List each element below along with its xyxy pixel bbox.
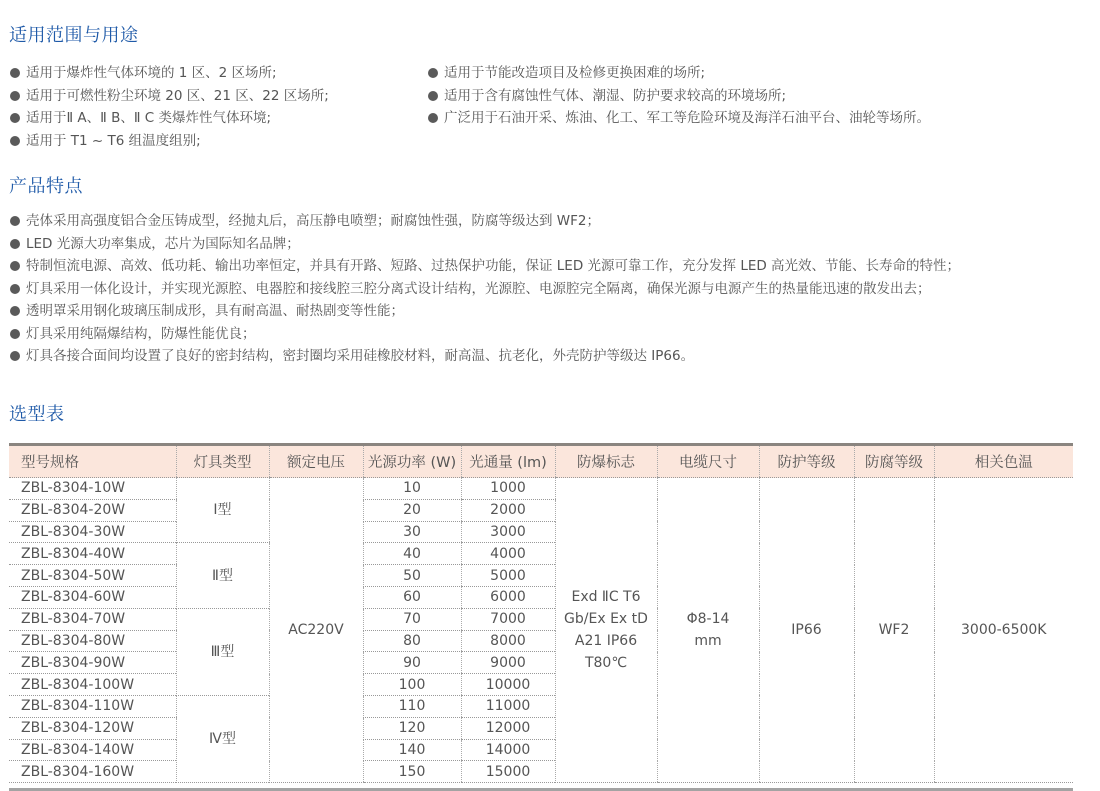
- type-cell: Ⅰ型: [176, 478, 269, 543]
- power-cell: 70: [363, 608, 461, 630]
- model-cell: ZBL-8304-90W: [9, 652, 176, 674]
- cable-size-cell: Φ8-14 mm: [657, 478, 759, 783]
- flux-cell: 3000: [461, 521, 555, 543]
- list-item: 灯具采用纯隔爆结构，防爆性能优良；: [10, 323, 960, 346]
- color-temp-cell: 3000-6500K: [934, 478, 1073, 783]
- type-cell: Ⅲ型: [176, 608, 269, 695]
- model-cell: ZBL-8304-50W: [9, 565, 176, 587]
- model-cell: ZBL-8304-140W: [9, 739, 176, 761]
- bullet-icon: [10, 284, 20, 294]
- bullet-icon: [10, 68, 20, 78]
- ex-mark-cell: Exd ⅡC T6 Gb/Ex Ex tD A21 IP66 T80℃: [555, 478, 657, 783]
- power-cell: 100: [363, 674, 461, 696]
- model-cell: ZBL-8304-70W: [9, 608, 176, 630]
- model-cell: ZBL-8304-160W: [9, 761, 176, 783]
- scope-list-right: [428, 62, 930, 130]
- power-cell: 60: [363, 586, 461, 608]
- selection-section-title: 选型表: [9, 404, 65, 425]
- flux-cell: 8000: [461, 630, 555, 652]
- bullet-icon: [428, 91, 438, 101]
- flux-cell: 6000: [461, 586, 555, 608]
- protection-cell: IP66: [759, 478, 854, 783]
- model-cell: ZBL-8304-100W: [9, 674, 176, 696]
- flux-cell: 10000: [461, 674, 555, 696]
- column-header: 光通量 (lm): [461, 445, 555, 478]
- model-cell: ZBL-8304-10W: [9, 478, 176, 500]
- table-header-row: [9, 445, 1073, 478]
- model-cell: ZBL-8304-120W: [9, 717, 176, 739]
- anticorrosion-cell: WF2: [854, 478, 934, 783]
- list-item: 适用于可燃性粉尘环境 20 区、21 区、22 区场所;: [10, 85, 329, 108]
- power-cell: 140: [363, 739, 461, 761]
- power-cell: 110: [363, 695, 461, 717]
- flux-cell: 4000: [461, 543, 555, 565]
- model-cell: ZBL-8304-80W: [9, 630, 176, 652]
- column-header: 电缆尺寸: [657, 445, 759, 478]
- power-cell: 20: [363, 499, 461, 521]
- list-item: 灯具采用一体化设计，并实现光源腔、电器腔和接线腔三腔分离式设计结构，光源腔、电源腔完全隔离，确保光源与电源产生的热量能迅速的散发出去；: [10, 278, 960, 301]
- table-row: [9, 478, 1073, 500]
- list-item: 灯具各接合面间均设置了良好的密封结构，密封圈均采用硅橡胶材料，耐高温、抗老化，外壳防护等级达 IP66。: [10, 345, 960, 368]
- list-item: 广泛用于石油开采、炼油、化工、军工等危险环境及海洋石油平台、油轮等场所。: [428, 107, 930, 130]
- column-header: 防护等级: [759, 445, 854, 478]
- features-section-title: 产品特点: [9, 176, 83, 197]
- list-item: 适用于含有腐蚀性气体、潮湿、防护要求较高的环境场所;: [428, 85, 930, 108]
- type-cell: Ⅳ型: [176, 695, 269, 782]
- flux-cell: 14000: [461, 739, 555, 761]
- list-item: 适用于节能改造项目及检修更换困难的场所;: [428, 62, 930, 85]
- column-header: 额定电压: [269, 445, 363, 478]
- bullet-icon: [10, 306, 20, 316]
- bullet-icon: [10, 261, 20, 271]
- power-cell: 90: [363, 652, 461, 674]
- power-cell: 150: [363, 761, 461, 783]
- list-item: 特制恒流电源、高效、低功耗、输出功率恒定，并具有开路、短路、过热保护功能，保证 LED 光源可靠工作，充分发挥 LED 高光效、节能、长寿命的特性；: [10, 255, 960, 278]
- model-cell: ZBL-8304-110W: [9, 695, 176, 717]
- flux-cell: 12000: [461, 717, 555, 739]
- list-item: 适用于Ⅱ A、Ⅱ B、Ⅱ C 类爆炸性气体环境;: [10, 107, 329, 130]
- power-cell: 50: [363, 565, 461, 587]
- bullet-icon: [10, 216, 20, 226]
- bullet-icon: [10, 113, 20, 123]
- power-cell: 120: [363, 717, 461, 739]
- flux-cell: 5000: [461, 565, 555, 587]
- type-cell: Ⅱ型: [176, 543, 269, 608]
- flux-cell: 15000: [461, 761, 555, 783]
- flux-cell: 11000: [461, 695, 555, 717]
- list-item: LED 光源大功率集成，芯片为国际知名品牌；: [10, 233, 960, 256]
- column-header: 防腐等级: [854, 445, 934, 478]
- scope-list-left: [10, 62, 329, 152]
- flux-cell: 1000: [461, 478, 555, 500]
- scope-section-title: 适用范围与用途: [9, 25, 139, 46]
- list-item: 适用于爆炸性气体环境的 1 区、2 区场所;: [10, 62, 329, 85]
- flux-cell: 9000: [461, 652, 555, 674]
- selection-table: [9, 443, 1073, 783]
- model-cell: ZBL-8304-20W: [9, 499, 176, 521]
- bullet-icon: [10, 351, 20, 361]
- model-cell: ZBL-8304-60W: [9, 586, 176, 608]
- bullet-icon: [428, 113, 438, 123]
- flux-cell: 2000: [461, 499, 555, 521]
- column-header: 防爆标志: [555, 445, 657, 478]
- model-cell: ZBL-8304-40W: [9, 543, 176, 565]
- column-header: 光源功率 (W): [363, 445, 461, 478]
- power-cell: 10: [363, 478, 461, 500]
- list-item: 壳体采用高强度铝合金压铸成型，经抛丸后，高压静电喷塑；耐腐蚀性强，防腐等级达到 WF2；: [10, 210, 960, 233]
- bullet-icon: [10, 329, 20, 339]
- bullet-icon: [428, 68, 438, 78]
- list-item: 适用于 T1 ~ T6 组温度组别;: [10, 130, 329, 153]
- list-item: 透明罩采用钢化玻璃压制成形，具有耐高温、耐热剧变等性能；: [10, 300, 960, 323]
- power-cell: 40: [363, 543, 461, 565]
- features-list: [10, 210, 960, 368]
- bullet-icon: [10, 91, 20, 101]
- voltage-cell: AC220V: [269, 478, 363, 783]
- power-cell: 80: [363, 630, 461, 652]
- column-header: 型号规格: [9, 445, 176, 478]
- power-cell: 30: [363, 521, 461, 543]
- model-cell: ZBL-8304-30W: [9, 521, 176, 543]
- column-header: 灯具类型: [176, 445, 269, 478]
- flux-cell: 7000: [461, 608, 555, 630]
- bullet-icon: [10, 239, 20, 249]
- bullet-icon: [10, 136, 20, 146]
- column-header: 相关色温: [934, 445, 1073, 478]
